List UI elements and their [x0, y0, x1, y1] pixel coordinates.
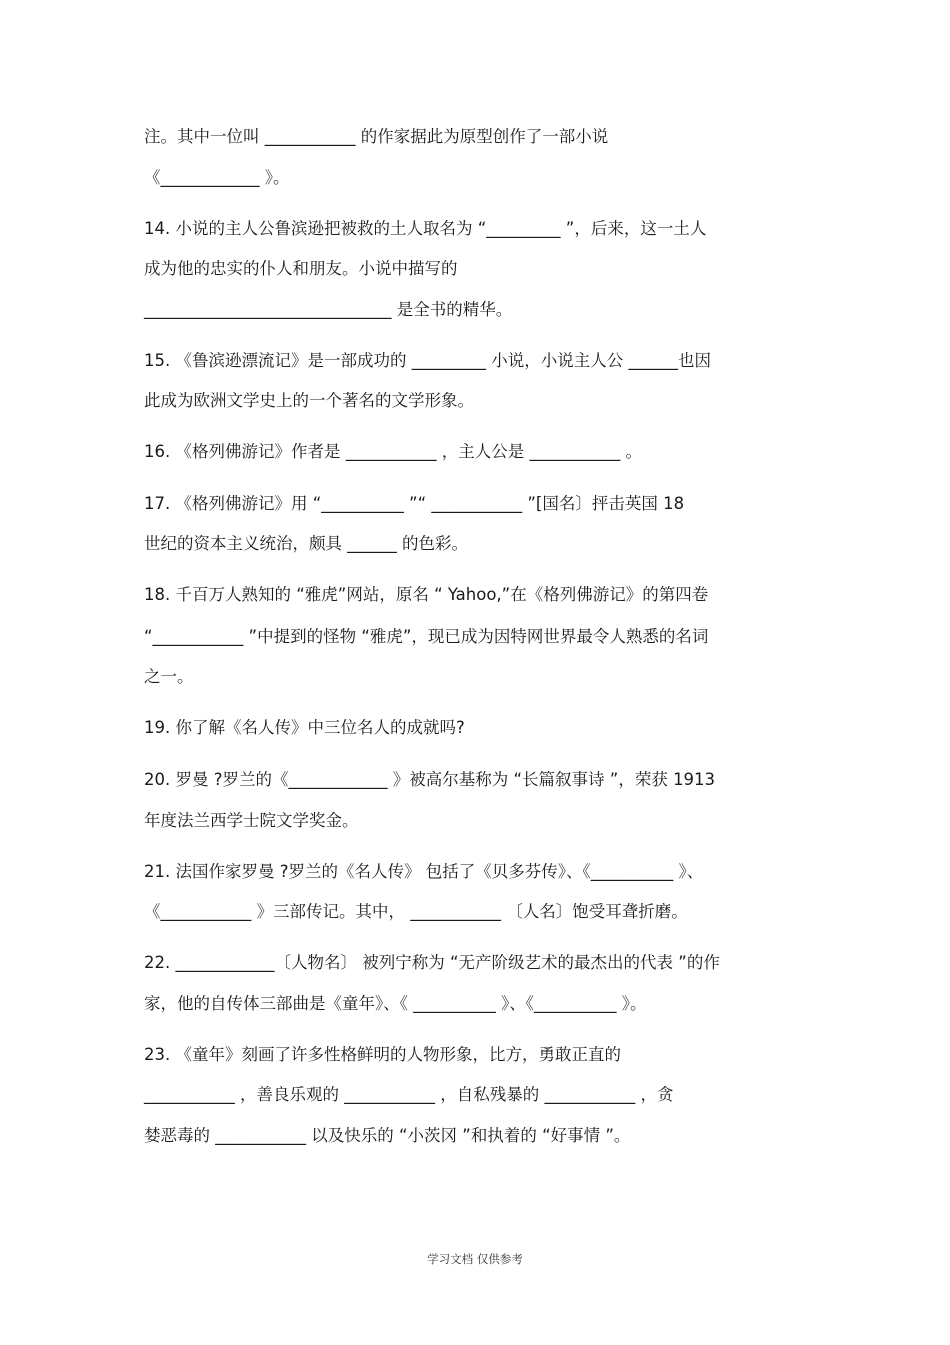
text-line-14: 19. 你了解《名人传》中三位名人的成就吗?: [144, 718, 465, 737]
text-line-7: 此成为欧洲文学史上的一个著名的文学形象。: [144, 391, 474, 410]
text-line-2: 《____________ 》。: [144, 168, 290, 187]
text-line-20: 家，他的自传体三部曲是《童年》、《 __________ 》、《__________ 》。: [144, 994, 647, 1013]
text-line-16: 年度法兰西学士院文学奖金。: [144, 811, 359, 830]
text-line-21: 23. 《童年》刻画了许多性格鲜明的人物形象，比方，勇敢正直的: [144, 1045, 621, 1064]
text-line-13: 之一。: [144, 667, 194, 686]
text-line-11: 18. 千百万人熟知的 “雅虎”网站，原名 “ Yahoo,”在《格列佛游记》的第四卷: [144, 585, 709, 604]
text-line-15: 20. 罗曼 ?罗兰的《____________ 》被高尔基称为 “长篇叙事诗 ”，荣获 1913: [144, 770, 716, 789]
text-line-10: 世纪的资本主义统治，颇具 ______ 的色彩。: [144, 534, 468, 553]
text-line-3: 14. 小说的主人公鲁滨逊把被救的土人取名为 “_________ ”，后来，这一土人: [144, 219, 707, 238]
text-line-9: 17. 《格列佛游记》用 “__________ ”“ ___________ ”[国名〕抨击英国 18: [144, 494, 685, 513]
text-line-6: 15. 《鲁滨逊漂流记》是一部成功的 _________ 小说，小说主人公 ______也因: [144, 351, 711, 370]
text-line-8: 16. 《格列佛游记》作者是 ___________ ，主人公是 ___________ 。: [144, 442, 642, 461]
text-line-12: “___________ ”中提到的怪物 “雅虎”，现已成为因特网世界最令人熟悉的名词: [144, 627, 709, 646]
text-line-17: 21. 法国作家罗曼 ?罗兰的《名人传》 包括了《贝多芬传》、《__________ 》、: [144, 862, 704, 881]
text-line-22: ___________ ，善良乐观的 ___________ ，自私残暴的 ___________ ，贪: [144, 1085, 674, 1104]
text-line-5: ______________________________ 是全书的精华。: [144, 300, 513, 319]
text-line-18: 《___________ 》三部传记。其中， ___________ 〔人名〕饱受耳聋折磨。: [144, 902, 688, 921]
text-line-4: 成为他的忠实的仆人和朋友。小说中描写的: [144, 259, 458, 278]
text-line-19: 22. ____________〔人物名〕 被列宁称为 “无产阶级艺术的最杰出的代表 ”的作: [144, 953, 720, 972]
text-line-1: 注。其中一位叫 ___________ 的作家据此为原型创作了一部小说: [144, 127, 609, 146]
page-footer: 学习文档 仅供参考: [427, 1252, 523, 1266]
text-line-23: 婪恶毒的 ___________ 以及快乐的 “小茨冈 ”和执着的 “好事情 ”。: [144, 1126, 631, 1145]
